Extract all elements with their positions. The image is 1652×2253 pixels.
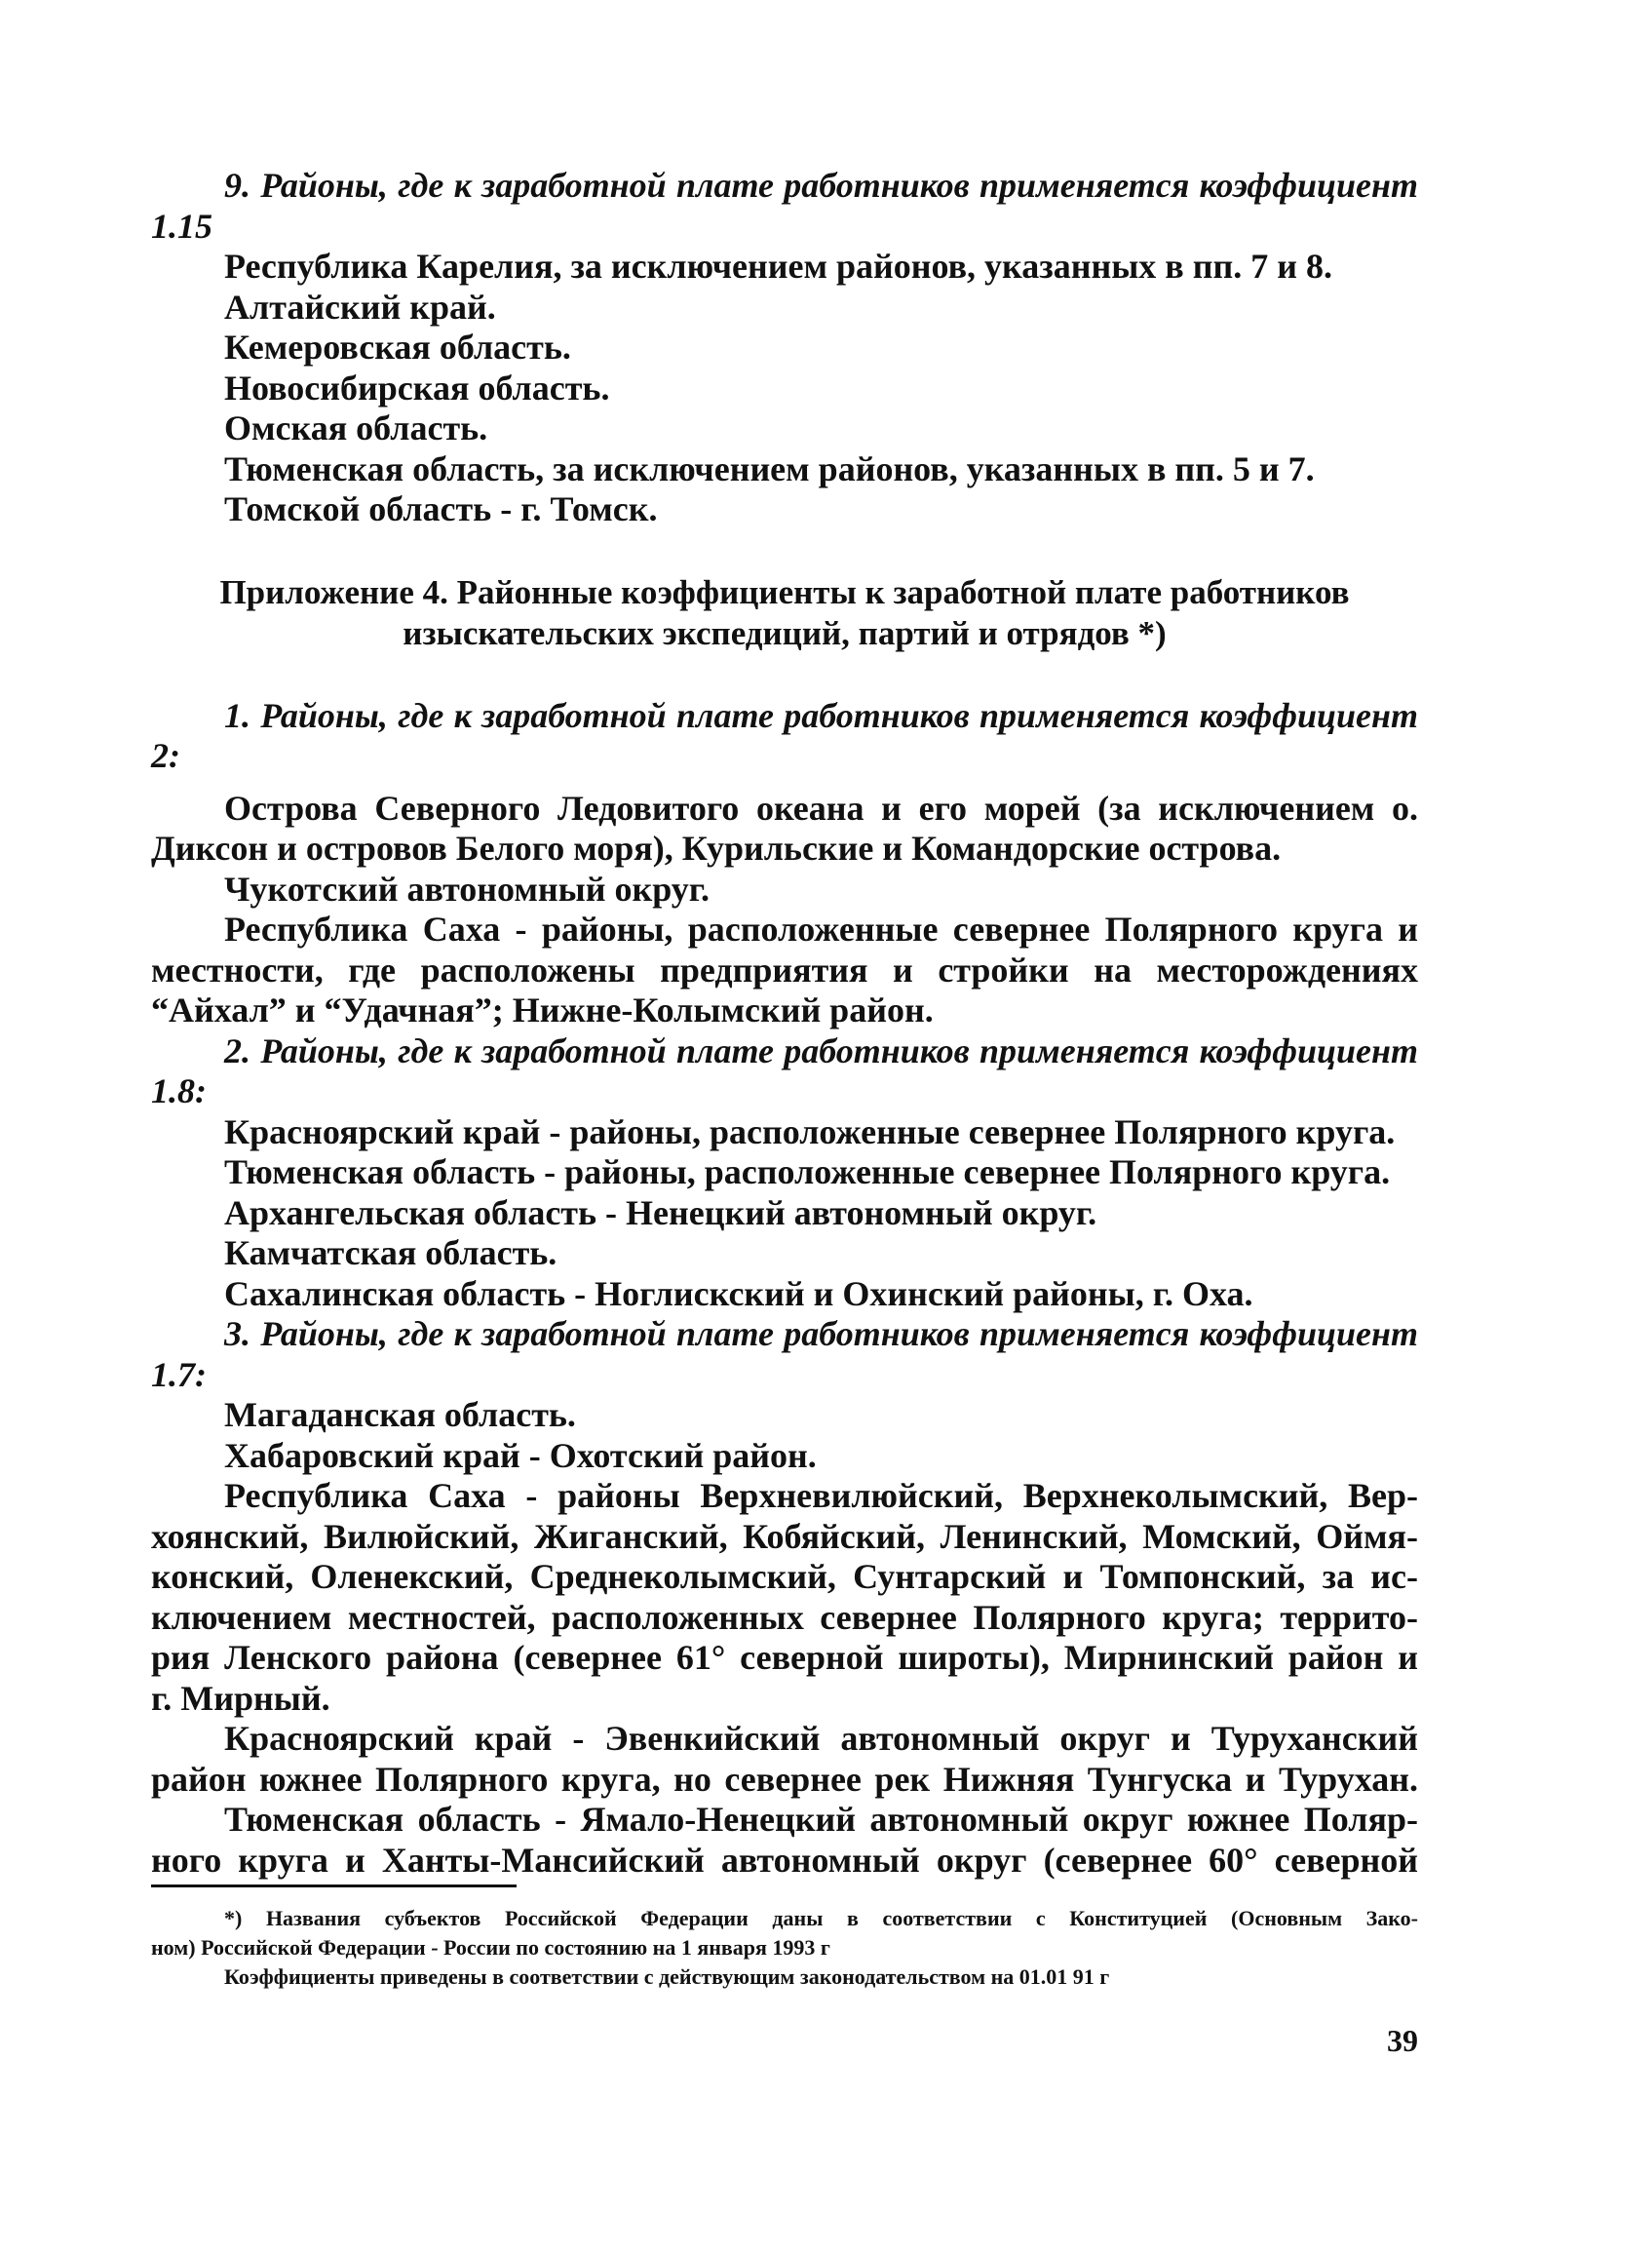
- section-3-text: Магаданская область.: [224, 1395, 576, 1434]
- footnotes: [151, 1904, 1418, 1992]
- footnote-line: Коэффициенты приведены в соответствии с действующим законодательством на 01.01 91 г: [224, 1964, 1110, 1989]
- section-3-text: Тюменская область - Ямало-Ненецкий автономный округ южнее Поляр-: [224, 1800, 1418, 1839]
- section-9-item: Алтайский край.: [224, 287, 496, 327]
- section-9-title: 9. Районы, где к заработной плате работников применяется коэффициент: [224, 166, 1418, 205]
- section-3-text: конский, Оленекский, Среднеколымский, Сунтарский и Томпонский, за ис-: [151, 1557, 1418, 1596]
- section-3-text: Республика Саха - районы Верхневилюйский, Верхнеколымский, Вер-: [224, 1476, 1418, 1515]
- section-1-text: Диксон и островов Белого моря), Курильские и Командорские острова.: [151, 829, 1282, 868]
- section-3-text: район южнее Полярного круга, но севернее рек Нижняя Тунгуска и Турухан.: [151, 1759, 1418, 1799]
- appendix-heading-line2: изыскательских экспедиций, партий и отрядов *): [403, 613, 1167, 652]
- section-1-text: Чукотский автономный округ.: [224, 869, 711, 909]
- section-2-coefficient: 1.8:: [151, 1071, 207, 1110]
- section-3-text: хоянский, Вилюйский, Жиганский, Кобяйский, Ленинский, Момский, Оймя-: [151, 1516, 1418, 1556]
- section-9-item: Томской область - г. Томск.: [224, 489, 658, 528]
- section-9-item: Новосибирская область.: [224, 368, 610, 408]
- section-9-item: Республика Карелия, за исключением районов, указанных в пп. 7 и 8.: [224, 247, 1332, 286]
- section-1-text: Острова Северного Ледовитого океана и его морей (за исключением о.: [224, 788, 1418, 828]
- footnote-divider: [151, 1884, 517, 1887]
- section-9-item: Тюменская область, за исключением районов, указанных в пп. 5 и 7.: [224, 448, 1315, 488]
- footnote-line: *) Названия субъектов Российской Федерации даны в соответствии с Конституцией (Основным Зако-: [224, 1906, 1418, 1930]
- section-3-text: рия Ленского района (севернее 61° северной широты), Мирнинский район и: [151, 1638, 1418, 1677]
- section-9-item: Омская область.: [224, 408, 488, 447]
- document-body: [151, 166, 1418, 1881]
- section-1-text: Республика Саха - районы, расположенные севернее Полярного круга и: [224, 910, 1418, 949]
- section-3-text: ключением местностей, расположенных севернее Полярного круга; террито-: [151, 1597, 1418, 1637]
- section-1-title: 1. Районы, где к заработной плате работников применяется коэффициент: [224, 695, 1418, 735]
- section-2-item: Камчатская область.: [224, 1233, 557, 1272]
- section-2-title: 2. Районы, где к заработной плате работников применяется коэффициент: [224, 1030, 1418, 1070]
- section-3-text: Красноярский край - Эвенкийский автономный округ и Туруханский: [224, 1719, 1418, 1758]
- section-1-text: местности, где расположены предприятия и стройки на месторождениях: [151, 950, 1418, 990]
- section-3-coefficient: 1.7:: [151, 1354, 207, 1394]
- section-3-text: Хабаровский край - Охотский район.: [224, 1435, 817, 1475]
- section-9-item: Кемеровская область.: [224, 328, 571, 367]
- section-2-item: Красноярский край - районы, расположенные севернее Полярного круга.: [224, 1111, 1396, 1151]
- section-3-text: ного круга и Ханты-Мансийский автономный округ (севернее 60° северной: [151, 1840, 1418, 1880]
- section-1-coefficient: 2:: [151, 736, 180, 775]
- section-2-item: Архангельская область - Ненецкий автономный округ.: [224, 1192, 1097, 1232]
- appendix-heading-line1: Приложение 4. Районные коэффициенты к заработной плате работников: [219, 572, 1350, 611]
- section-3-title: 3. Районы, где к заработной плате работников применяется коэффициент: [224, 1314, 1418, 1353]
- section-2-item: Тюменская область - районы, расположенные севернее Полярного круга.: [224, 1152, 1391, 1191]
- section-2-item: Сахалинская область - Ноглискский и Охинский районы, г. Оха.: [224, 1273, 1253, 1313]
- section-9-coefficient: 1.15: [151, 206, 212, 246]
- page-number: 39: [1387, 2023, 1418, 2058]
- section-3-text: г. Мирный.: [151, 1678, 330, 1718]
- section-1-text: “Айхал” и “Удачная”; Нижне-Колымский район.: [151, 991, 934, 1029]
- footnote-line: ном) Российской Федерации - России по состоянию на 1 января 1993 г: [151, 1935, 830, 1960]
